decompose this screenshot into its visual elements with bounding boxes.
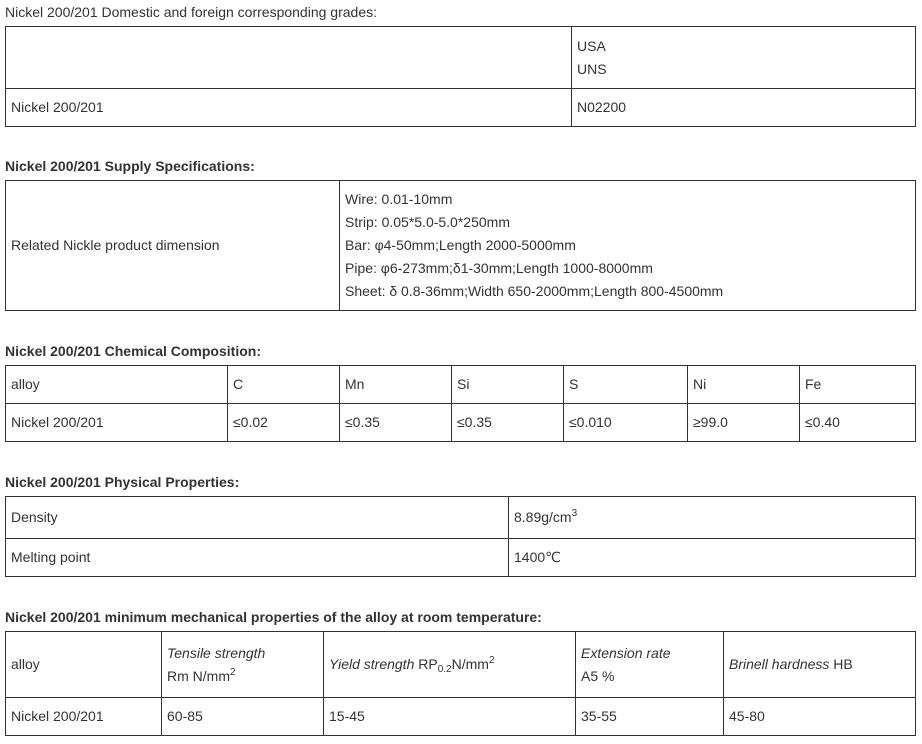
mechanical-header-yield-label: Yield strength xyxy=(329,656,415,672)
supply-row xyxy=(6,181,916,311)
physical-density-label: Density xyxy=(6,497,509,539)
supply-title: Nickel 200/201 Supply Specifications: xyxy=(5,158,255,174)
grades-header-right xyxy=(572,27,916,89)
mechanical-header-tensile-sup: 2 xyxy=(230,666,236,678)
mechanical-header-extension xyxy=(576,632,724,698)
mechanical-header-extension-unit: A5 % xyxy=(581,667,615,684)
mechanical-title: Nickel 200/201 minimum mechanical properties of the alloy at room temperature: xyxy=(5,609,542,625)
chemical-row-ni: ≥99.0 xyxy=(688,404,800,442)
supply-item-wire: Wire: 0.01-10mm xyxy=(345,191,453,207)
mechanical-row-yield: 15-45 xyxy=(324,698,576,736)
physical-title: Nickel 200/201 Physical Properties: xyxy=(5,474,240,490)
physical-density-cell xyxy=(509,497,916,539)
grades-row xyxy=(6,89,916,127)
mechanical-row-extension: 35-55 xyxy=(576,698,724,736)
mechanical-table xyxy=(5,631,916,736)
grades-header-row xyxy=(6,27,916,89)
mechanical-header-yield-unit: N/mm xyxy=(451,656,489,672)
mechanical-header-tensile-label: Tensile strength xyxy=(167,644,266,661)
chemical-header-alloy: alloy xyxy=(6,366,228,404)
physical-melting-label: Melting point xyxy=(6,539,509,577)
mechanical-header-yield-sub: 0.2 xyxy=(437,664,452,675)
chemical-row xyxy=(6,404,916,442)
supply-item-bar: Bar: φ4-50mm;Length 2000-5000mm xyxy=(345,237,576,253)
chemical-row-alloy: Nickel 200/201 xyxy=(6,404,228,442)
physical-table xyxy=(5,496,916,577)
chemical-row-fe: ≤0.40 xyxy=(800,404,916,442)
mechanical-header-yield-sup: 2 xyxy=(488,655,495,666)
chemical-header-s: S xyxy=(564,366,688,404)
supply-table xyxy=(5,180,916,311)
mechanical-header-tensile xyxy=(162,632,324,698)
grades-header-usa: USA xyxy=(577,37,606,54)
mechanical-header-extension-label: Extension rate xyxy=(581,644,671,661)
supply-item-strip: Strip: 0.05*5.0-5.0*250mm xyxy=(345,214,510,230)
chemical-row-mn: ≤0.35 xyxy=(340,404,452,442)
grades-row-name: Nickel 200/201 xyxy=(6,89,572,127)
supply-item-pipe: Pipe: φ6-273mm;δ1-30mm;Length 1000-8000mm xyxy=(345,260,653,276)
mechanical-header-alloy: alloy xyxy=(6,632,162,698)
physical-melting-value: 1400℃ xyxy=(509,539,916,577)
chemical-row-c: ≤0.02 xyxy=(228,404,340,442)
supply-label: Related Nickle product dimension xyxy=(6,181,340,311)
mechanical-header-brinell-unit: HB xyxy=(829,656,853,672)
mechanical-header-row xyxy=(6,632,916,698)
chemical-header-row xyxy=(6,366,916,404)
grades-header-uns: UNS xyxy=(577,60,607,77)
physical-density-value: 8.89g/cm xyxy=(514,509,572,525)
mechanical-header-yield xyxy=(324,632,576,698)
chemical-header-mn: Mn xyxy=(340,366,452,404)
mechanical-row xyxy=(6,698,916,736)
chemical-header-ni: Ni xyxy=(688,366,800,404)
chemical-row-s: ≤0.010 xyxy=(564,404,688,442)
physical-density-sup: 3 xyxy=(571,508,578,519)
physical-density-row xyxy=(6,497,916,539)
chemical-table xyxy=(5,365,916,442)
grades-row-value: N02200 xyxy=(572,89,916,127)
chemical-header-c: C xyxy=(228,366,340,404)
mechanical-header-tensile-unit: Rm N/mm xyxy=(167,667,230,684)
grades-title: Nickel 200/201 Domestic and foreign corresponding grades: xyxy=(5,4,377,20)
chemical-header-si: Si xyxy=(452,366,564,404)
supply-items xyxy=(340,181,916,311)
chemical-header-fe: Fe xyxy=(800,366,916,404)
mechanical-header-brinell xyxy=(724,632,916,698)
mechanical-header-yield-rp: RP xyxy=(414,656,438,672)
mechanical-row-tensile: 60-85 xyxy=(162,698,324,736)
grades-header-left xyxy=(6,27,572,89)
mechanical-row-alloy: Nickel 200/201 xyxy=(6,698,162,736)
mechanical-row-brinell: 45-80 xyxy=(724,698,916,736)
chemical-row-si: ≤0.35 xyxy=(452,404,564,442)
grades-table xyxy=(5,26,916,127)
physical-melting-row xyxy=(6,539,916,577)
supply-item-sheet: Sheet: δ 0.8-36mm;Width 650-2000mm;Length 800-4500mm xyxy=(345,283,724,299)
mechanical-header-brinell-label: Brinell hardness xyxy=(729,656,830,672)
chemical-title: Nickel 200/201 Chemical Composition: xyxy=(5,343,261,359)
